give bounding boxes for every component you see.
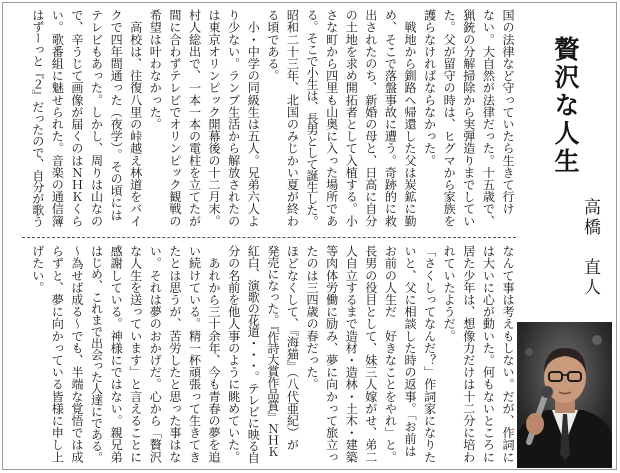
text-column: 国の法律など守っていたら生きて行け	[501, 9, 515, 215]
text-column: お前の人生だ 好きなことをやれ」と。	[383, 245, 398, 463]
text-column: た。父が留守の時は、ヒグマから家族を	[442, 9, 457, 227]
text-column: なんて事は考えもしない。だが、作詞に	[501, 245, 515, 463]
text-column: 感謝している。神様にではない。親兄弟	[109, 245, 124, 463]
text-column: 発売になった。『作詩大賞作品賞』ＮＨＫ	[265, 245, 280, 457]
text-column: テレビもあった。しかし、周りは山なの	[89, 9, 104, 227]
article-title: 贅沢な人生	[551, 36, 580, 176]
text-column: 間に合わずテレビでオリンピック観戦の	[167, 9, 182, 227]
text-column: ほどなくして、『海猫』（八代亜紀）が	[285, 245, 300, 451]
text-column: ない。大自然が法律だった。十五歳で、	[481, 9, 496, 227]
article-body-bottom	[27, 245, 517, 467]
text-column: 居た少年は、想像力だけは十二分に培わ	[461, 245, 476, 463]
text-column: たとは思うが、苦労したと思った事はな	[167, 245, 182, 463]
text-column: 護らなければならなかった。	[422, 9, 437, 167]
text-column: 高校は、往復八里の峠越え林道をバイ	[128, 9, 143, 227]
text-column: 人自立するまで造材・造林・土木・建築	[344, 245, 359, 463]
text-column: クで四年間通った（夜学）。その頃には	[109, 9, 124, 221]
text-column: げたい。	[30, 245, 45, 294]
text-column: る頃である。	[265, 9, 280, 82]
text-column: い。歌番組に魅せられた。音楽の通信簿	[50, 9, 65, 227]
text-column: 小・中学の同級生は五人。兄弟六人よ	[246, 9, 261, 227]
text-column: いと、父に相談した時の返事。「お前は	[403, 245, 418, 457]
text-column: の土地を求め開拓者として入植する。小	[344, 9, 359, 227]
text-column: 「さくしってなんだ？」作詞家になりた	[422, 245, 437, 463]
text-column: 昭和二十三年、北国のみじかい夏が終わ	[285, 9, 300, 227]
text-column: は東京オリンピック開幕後の十二月末。	[207, 9, 222, 227]
text-column: 等肉体労働に励み、夢に向かって旅立っ	[324, 245, 339, 463]
text-column: たのは三四歳の春だった。	[305, 245, 320, 391]
text-column: あれから三十余年、今も青春の夢を追	[207, 245, 222, 463]
text-column: い続けている。精一杯頑張って生きてき	[187, 245, 202, 463]
text-column: はじめ、これまで出会った人達にである。	[89, 245, 104, 463]
text-column: な人生を送っています」と言えることに	[128, 245, 143, 463]
text-column: はずーっと『２』だったので、自分が歌う	[30, 9, 45, 227]
text-column: 猟銃の分解掃除から実弾造りまでしてい	[461, 9, 476, 227]
text-column: さな町から四里も山奥に入った場所であ	[324, 9, 339, 227]
text-column: い。それは夢のおかげだ。心から「贅沢	[148, 245, 163, 463]
text-column: 分の名前を他人事のように眺めていた。	[226, 245, 241, 463]
text-column: 出されたのち、新婚の母と、日高に自分	[363, 9, 378, 227]
text-column: め、そこで落盤事故に遭う。奇跡的に救	[383, 9, 398, 227]
text-column: らずと、夢に向かっている皆様に申し上	[50, 245, 65, 463]
text-column: 〜為せば成る〜でも、半端な覚悟では成	[69, 245, 84, 463]
text-column: で、辛うじて画像が届くのはＮＨＫくら	[69, 9, 84, 227]
article-body-top	[27, 9, 517, 231]
text-column: れていたようだ。	[442, 245, 457, 342]
text-column: る。そこで小生は、長男として誕生した。	[305, 9, 320, 227]
text-column: 紅白、演歌の花道・・・。テレビに映る自	[246, 245, 261, 463]
text-column: 希望は叶わなかった。	[148, 9, 163, 130]
author-name: 高橋 直人	[580, 198, 600, 298]
text-column: 長男の役目として、妹三人嫁がせ、弟二	[363, 245, 378, 463]
text-column: 戦地から釧路へ帰還した父は炭鉱に勤	[403, 9, 418, 227]
author-photo	[517, 322, 612, 468]
text-column: り少ない。ランプ生活から解放されたの	[226, 9, 241, 227]
text-column: 村人総出で、一本一本の電柱を立てたが	[187, 9, 202, 227]
text-column: は大いに心が動いた。何もないところに	[481, 245, 496, 463]
dashed-divider	[22, 237, 516, 238]
